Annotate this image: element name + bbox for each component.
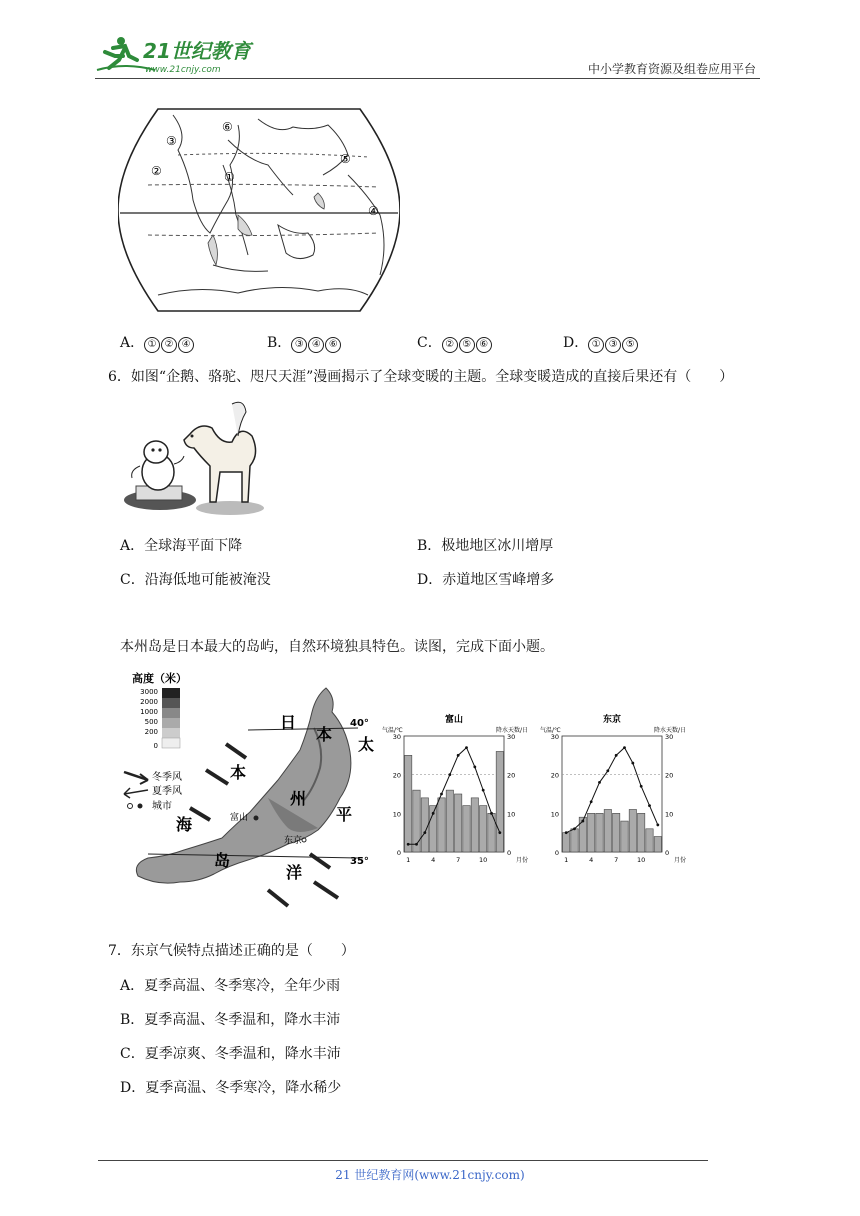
toyama-bar-6 (446, 790, 453, 852)
svg-text:冬季风: 冬季风 (152, 772, 182, 783)
svg-text:夏季风: 夏季风 (152, 786, 182, 797)
toyama-y2label: 降水天数/日 (495, 727, 528, 734)
q7-option-c[interactable]: C．夏季凉爽、冬季温和，降水丰沛 (120, 1046, 341, 1062)
tokyo-xtick-0: 1 (564, 856, 569, 864)
svg-text:1000: 1000 (140, 708, 158, 716)
tokyo-temp-point-3 (581, 820, 584, 823)
toyama-bar-5 (438, 798, 445, 852)
svg-text:本: 本 (230, 763, 247, 782)
map-label-3: ③ (166, 134, 177, 148)
page-header (95, 30, 760, 80)
toyama-ytick-3: 30 (392, 733, 401, 741)
toyama-y2tick-1: 10 (507, 810, 516, 819)
tokyo-ytick-2: 20 (550, 771, 559, 780)
toyama-bar-8 (463, 806, 470, 852)
svg-text:洋: 洋 (286, 863, 303, 882)
tokyo-bar-11 (646, 829, 653, 852)
summer-wind-icon (124, 788, 148, 798)
q7-option-b[interactable]: B．夏季高温、冬季温和，降水丰沛 (120, 1012, 341, 1028)
toyama-temp-point-2 (415, 843, 418, 846)
toyama-temp-point-8 (465, 746, 468, 749)
tokyo-y2tick-0: 0 (665, 849, 670, 857)
toyama-temp-point-5 (440, 793, 443, 796)
tokyo-ytick-1: 10 (550, 810, 559, 819)
toyama-bar-7 (455, 794, 462, 852)
q7-option-d[interactable]: D．夏季高温、冬季寒冷，降水稀少 (120, 1080, 342, 1096)
lat-40-label: 40° (350, 718, 369, 729)
toyama-ytick-2: 20 (392, 771, 401, 780)
map-label-1: ① (224, 170, 235, 184)
tokyo-temp-point-6 (606, 769, 609, 772)
tokyo-y2label: 降水天数/日 (653, 727, 686, 734)
toyama-bar-2 (413, 790, 420, 852)
elevation-legend (140, 688, 180, 750)
toyama-y2tick-3: 30 (507, 733, 516, 741)
svg-text:0: 0 (153, 742, 158, 750)
logo-main-text: 21世纪教育 (143, 39, 251, 63)
toyama-xtick-1: 4 (431, 856, 436, 864)
tokyo-temp-point-1 (565, 831, 568, 834)
logo (95, 34, 265, 76)
tokyo-temp-point-7 (615, 754, 618, 757)
tokyo-bar-5 (596, 813, 603, 852)
tokyo-xlabel: 月份 (673, 857, 686, 864)
toyama-temp-point-9 (473, 766, 476, 769)
q7-option-a[interactable]: A．夏季高温、冬季寒冷，全年少雨 (120, 978, 341, 994)
tokyo-y2tick-2: 20 (665, 771, 674, 780)
toyama-bar-3 (421, 798, 428, 852)
toyama-temp-point-4 (432, 812, 435, 815)
svg-text:3000: 3000 (140, 688, 158, 696)
q5-option-c[interactable]: C． ② ⑤ ⑥ (417, 332, 493, 353)
section-intro: 本州岛是日本最大的岛屿，自然环境独具特色。读图，完成下面小题。 (120, 639, 554, 655)
tokyo-xtick-3: 10 (637, 856, 646, 864)
tokyo-temp-point-12 (656, 824, 659, 827)
svg-text:500: 500 (144, 718, 158, 726)
tokyo-temp-point-8 (623, 746, 626, 749)
toyama-bar-9 (471, 798, 478, 852)
toyama-temp-point-1 (407, 843, 410, 846)
toyama-bar-10 (480, 806, 487, 852)
q5-option-d[interactable]: D． ① ③ ⑤ (563, 332, 639, 353)
toyama-ytick-0: 0 (396, 849, 401, 857)
tokyo-bar-2 (571, 829, 578, 852)
svg-text:本: 本 (316, 725, 333, 744)
tokyo-temp-point-9 (631, 762, 634, 765)
q5-option-a[interactable]: A． ① ② ④ (120, 332, 195, 353)
toyama-temp-point-11 (490, 812, 493, 815)
toyama-temp-point-3 (423, 831, 426, 834)
tokyo-climate-chart (540, 710, 686, 870)
toyama-xtick-0: 1 (406, 856, 411, 864)
toyama-ytick-1: 10 (392, 810, 401, 819)
q6-option-d[interactable]: D．赤道地区雪峰增多 (417, 572, 555, 588)
svg-text:太: 太 (358, 735, 375, 754)
toyama-temp-point-7 (457, 754, 460, 757)
toyama-ylabel: 气温/℃ (382, 727, 403, 734)
toyama-xtick-2: 7 (456, 856, 461, 864)
tokyo-bar-12 (654, 837, 661, 852)
winter-wind-icon (124, 772, 148, 784)
toyama-bar-12 (496, 751, 503, 852)
penguin-camel-cartoon (120, 394, 270, 518)
map-label-4: ④ (368, 204, 379, 218)
camel-icon (184, 402, 256, 502)
svg-text:海: 海 (176, 815, 193, 834)
toyama-temp-point-10 (482, 789, 485, 792)
toyama-bar-1 (405, 755, 412, 852)
toyama-temp-point-12 (498, 831, 501, 834)
toyama-title: 富山 (444, 715, 464, 725)
q6-option-c[interactable]: C．沿海低地可能被淹没 (120, 572, 271, 588)
legend-title: 高度（米） (132, 672, 187, 685)
tokyo-bar-7 (613, 813, 620, 852)
q6-stem: 6．如图“企鹅、骆驼、咫尺天涯”漫画揭示了全球变暖的主题。全球变暖造成的直接后果还有（ ） (108, 369, 734, 385)
q7-stem: 7．东京气候特点描述正确的是（ ） (108, 943, 355, 959)
japan-map (118, 668, 380, 918)
svg-text:平: 平 (336, 805, 353, 824)
header-divider (95, 78, 760, 79)
tokyo-bar-8 (621, 821, 628, 852)
tokyo-ytick-0: 0 (554, 849, 559, 857)
world-map (118, 105, 400, 315)
logo-url-text: www.21cnjy.com (145, 65, 221, 75)
toyama-temp-point-6 (448, 773, 451, 776)
svg-text:2000: 2000 (140, 698, 158, 706)
toyama-label: 富山 (230, 813, 249, 823)
footer-divider (98, 1160, 708, 1161)
header-platform-text: 中小学教育资源及组卷应用平台 (587, 62, 756, 76)
tokyo-temp-point-11 (648, 804, 651, 807)
tokyo-xtick-1: 4 (589, 856, 594, 864)
tokyo-bar-9 (629, 809, 636, 852)
map-label-6: ⑥ (222, 120, 233, 134)
toyama-y2tick-0: 0 (507, 849, 512, 857)
tokyo-bar-10 (638, 813, 645, 852)
q6-option-b[interactable]: B．极地地区冰川增厚 (417, 538, 554, 554)
tokyo-bar-4 (588, 813, 595, 852)
tokyo-title: 东京 (602, 715, 622, 725)
tokyo-label: 东京 (284, 836, 303, 846)
tokyo-xtick-2: 7 (614, 856, 619, 864)
tokyo-bar-1 (563, 833, 570, 852)
svg-text:州: 州 (290, 789, 307, 808)
toyama-y2tick-2: 20 (507, 771, 516, 780)
tokyo-temp-point-10 (640, 785, 643, 788)
tokyo-ylabel: 气温/℃ (540, 727, 561, 734)
toyama-xlabel: 月份 (515, 857, 528, 864)
city-icon (128, 804, 143, 809)
tokyo-y2tick-1: 10 (665, 810, 674, 819)
lat-35-label: 35° (350, 856, 369, 867)
tokyo-temp-point-4 (590, 800, 593, 803)
toyama-climate-chart (382, 710, 528, 870)
tokyo-y2tick-3: 30 (665, 733, 674, 741)
tokyo-temp-point-5 (598, 781, 601, 784)
footer-text: 21 世纪教育网(www.21cnjy.com) (335, 1168, 525, 1182)
q5-option-b[interactable]: B． ③ ④ ⑥ (267, 332, 342, 353)
svg-text:200: 200 (144, 728, 158, 736)
tokyo-bar-6 (604, 809, 611, 852)
tokyo-temp-point-2 (573, 827, 576, 830)
toyama-xtick-3: 10 (479, 856, 488, 864)
q6-option-a[interactable]: A．全球海平面下降 (120, 538, 243, 554)
tokyo-ytick-3: 30 (550, 733, 559, 741)
penguin-icon (132, 441, 184, 490)
svg-text:城市: 城市 (152, 801, 172, 812)
map-label-2: ② (151, 164, 162, 178)
svg-text:日: 日 (280, 713, 297, 732)
map-label-5: ⑤ (340, 152, 351, 166)
svg-text:岛: 岛 (214, 851, 231, 870)
